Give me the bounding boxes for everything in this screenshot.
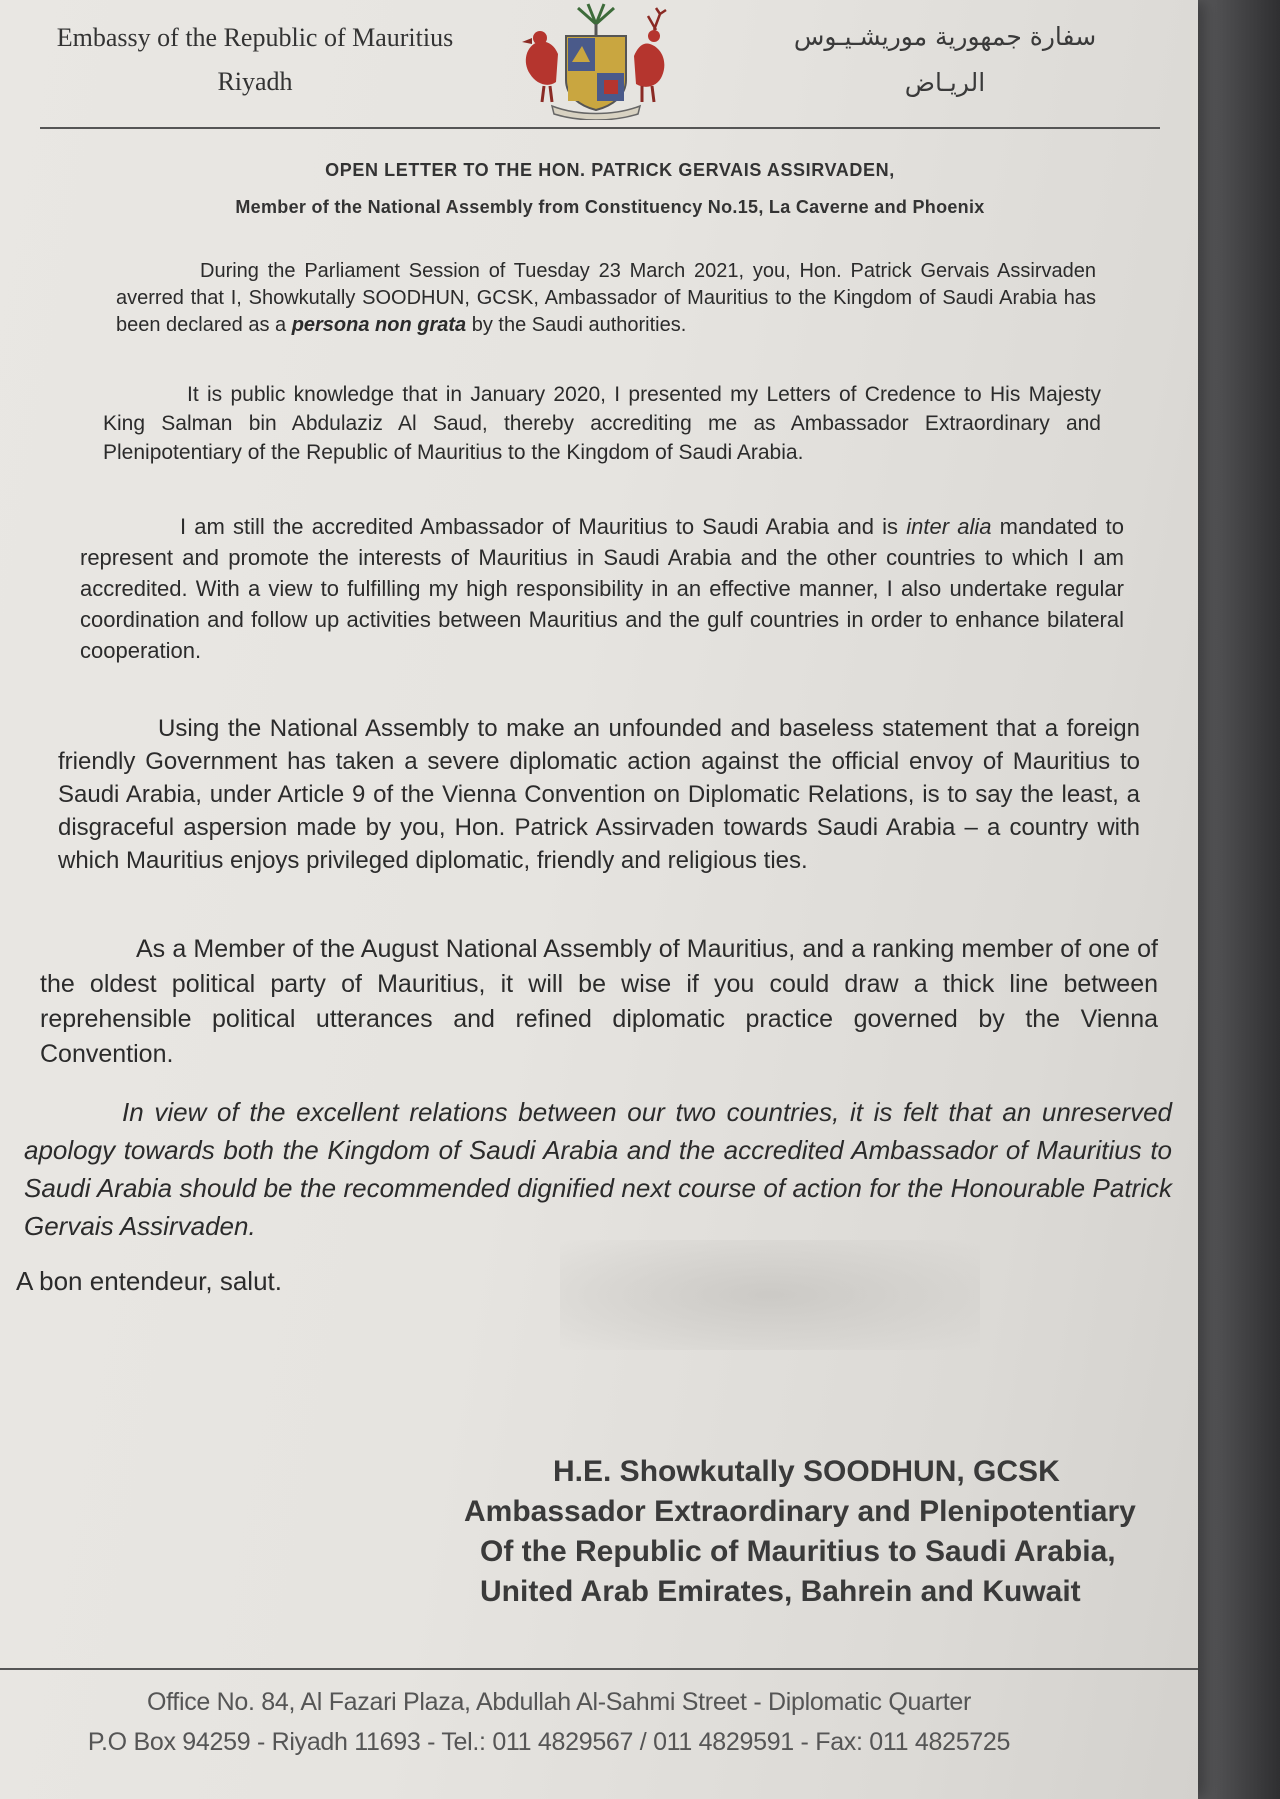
photo-background-edge	[1198, 0, 1280, 1799]
signature-block	[440, 1452, 1200, 1612]
letter-subtitle: Member of the National Assembly from Constituency No.15, La Caverne and Phoenix	[235, 197, 985, 217]
paragraph-3	[80, 511, 1124, 666]
paragraph-4-text: Using the National Assembly to make an unfounded and baseless statement that a foreign friendly Government has taken a severe diplomatic action against the official envoy of Mauritius to Saudi Arabia, under Article 9 of the Vienna Convention on Diplomatic Relations, is to say the least, a disgraceful aspersion made by you, Hon. Patrick Assirvaden towards Saudi Arabia – a country with which Mauritius enjoys privileged diplomatic, friendly and religious ties.	[58, 715, 1140, 874]
paragraph-5-text: As a Member of the August National Assembly of Mauritius, and a ranking member of one of the oldest political party of Mauritius, it will be wise if you could draw a thick line between reprehensible political utterances and refined diplomatic practice governed by the Vienna Convention.	[40, 935, 1158, 1068]
paragraph-1	[116, 258, 1096, 339]
paragraph-3-text-a: I am still the accredited Ambassador of Mauritius to Saudi Arabia and is	[180, 514, 907, 539]
paragraph-2	[103, 380, 1101, 467]
letterhead-arabic	[730, 14, 1160, 106]
signatory-title: Ambassador Extraordinary and Plenipotentiary	[464, 1495, 1136, 1528]
footer-contact: P.O Box 94259 - Riyadh 11693 - Tel.: 011 4829567 / 011 4829591 - Fax: 011 4825725	[87, 1728, 1011, 1756]
signatory-country-line: Of the Republic of Mauritius to Saudi Arabia,	[480, 1535, 1116, 1568]
header-divider	[40, 127, 1160, 129]
paragraph-1-text-a: During the Parliament Session of Tuesday 23 March 2021, you, Hon. Patrick Gervais Assirvaden averred that I, Showkutally SOODHUN, GCSK, Ambassador of Mauritius to the Kingdom of Saudi Arabia has been declared as a	[116, 260, 1096, 336]
paragraph-3-text-b: mandated to represent and promote the interests of Mauritius in Saudi Arabia and the other countries to which I am accredited. With a view to fulfilling my high responsibility in an effective manner, I also undertake regular coordination and follow up activities between Mauritius and the gulf countries in order to enhance bilateral cooperation.	[80, 514, 1124, 663]
paragraph-6-text: In view of the excellent relations between our two countries, it is felt that an unreserved apology towards both the Kingdom of Saudi Arabia and the accredited Ambassador of Mauritius to Saudi Arabia should be the recommended dignified next course of action for the Honourable Patrick Gervais Assirvaden.	[24, 1097, 1172, 1241]
closing-line: A bon entendeur, salut.	[16, 1266, 282, 1296]
coat-of-arms-icon	[508, 2, 684, 120]
embassy-city: Riyadh	[217, 67, 293, 96]
signatory-accreditations: United Arab Emirates, Bahrein and Kuwait	[480, 1575, 1081, 1608]
letter-title: OPEN LETTER TO THE HON. PATRICK GERVAIS ASSIRVADEN,	[325, 160, 895, 180]
paragraph-1-emphasis: persona non grata	[291, 314, 467, 336]
paragraph-4	[58, 712, 1140, 877]
letterhead-english	[40, 16, 470, 104]
paragraph-5	[40, 932, 1158, 1072]
blurred-signature-area	[560, 1240, 980, 1350]
signatory-name: H.E. Showkutally SOODHUN, GCSK	[553, 1455, 1060, 1488]
footer-divider	[0, 1668, 1198, 1670]
footer-address: Office No. 84, Al Fazari Plaza, Abdullah Al-Sahmi Street - Diplomatic Quarter	[146, 1688, 972, 1716]
paragraph-1-text-b: by the Saudi authorities.	[466, 314, 687, 336]
embassy-city-arabic: الريـاض	[904, 68, 986, 97]
paragraph-6	[24, 1093, 1172, 1245]
embassy-name-arabic: سفارة جمهورية موريشـيـوس	[793, 22, 1097, 51]
embassy-name: Embassy of the Republic of Mauritius	[56, 23, 454, 52]
paragraph-3-emphasis: inter alia	[906, 514, 992, 539]
paragraph-2-text: It is public knowledge that in January 2020, I presented my Letters of Credence to His Majesty King Salman bin Abdulaziz Al Saud, thereby accrediting me as Ambassador Extraordinary and Plenipotentiary of the Republic of Mauritius to the Kingdom of Saudi Arabia.	[103, 383, 1101, 464]
